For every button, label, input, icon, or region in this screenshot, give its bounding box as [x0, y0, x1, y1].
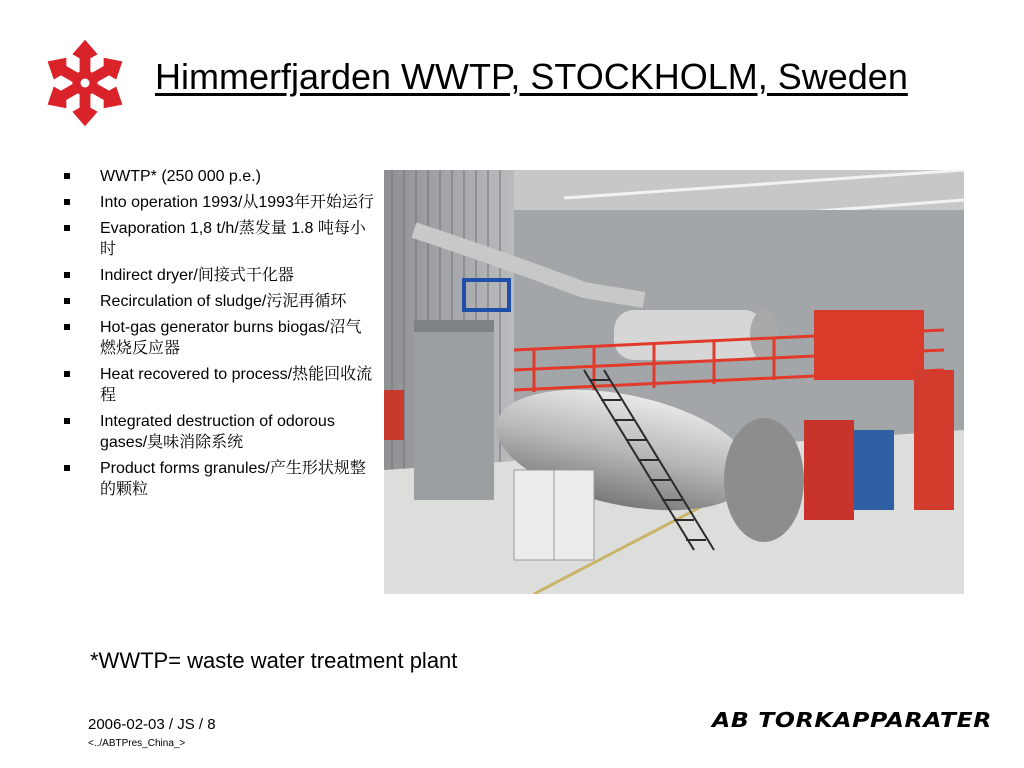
list-item: Into operation 1993/从1993年开始运行	[62, 192, 374, 213]
list-item: Recirculation of sludge/污泥再循环	[62, 291, 374, 312]
bullet-square-icon	[64, 298, 70, 304]
list-item: Indirect dryer/间接式干化器	[62, 265, 374, 286]
bullet-square-icon	[64, 418, 70, 424]
footnote: *WWTP= waste water treatment plant	[90, 648, 458, 673]
plant-photo	[384, 170, 964, 594]
bullet-square-icon	[64, 371, 70, 377]
bullet-square-icon	[64, 199, 70, 205]
company-logo-icon	[40, 38, 130, 128]
bullet-square-icon	[64, 173, 70, 179]
brand-logo-text: AB TORKAPPARATER	[712, 708, 993, 732]
bullet-square-icon	[64, 225, 70, 231]
footer-file-path: <../ABTPres_China_>	[88, 738, 186, 749]
list-item: Hot-gas generator burns biogas/沼气燃烧反应器	[62, 317, 374, 359]
footer-date-line: 2006-02-03 / JS / 8	[88, 716, 216, 733]
bullet-square-icon	[64, 272, 70, 278]
bullet-list	[62, 166, 374, 505]
list-item: Evaporation 1,8 t/h/蒸发量 1.8 吨每小时	[62, 218, 374, 260]
list-item: WWTP* (250 000 p.e.)	[62, 166, 374, 187]
list-item: Integrated destruction of odorous gases/臭味消除系统	[62, 411, 374, 453]
slide-title: Himmerfjarden WWTP, STOCKHOLM, Sweden	[155, 56, 908, 97]
list-item: Product forms granules/产生形状规整的颗粒	[62, 458, 374, 500]
list-item: Heat recovered to process/热能回收流程	[62, 364, 374, 406]
bullet-square-icon	[64, 465, 70, 471]
bullet-square-icon	[64, 324, 70, 330]
